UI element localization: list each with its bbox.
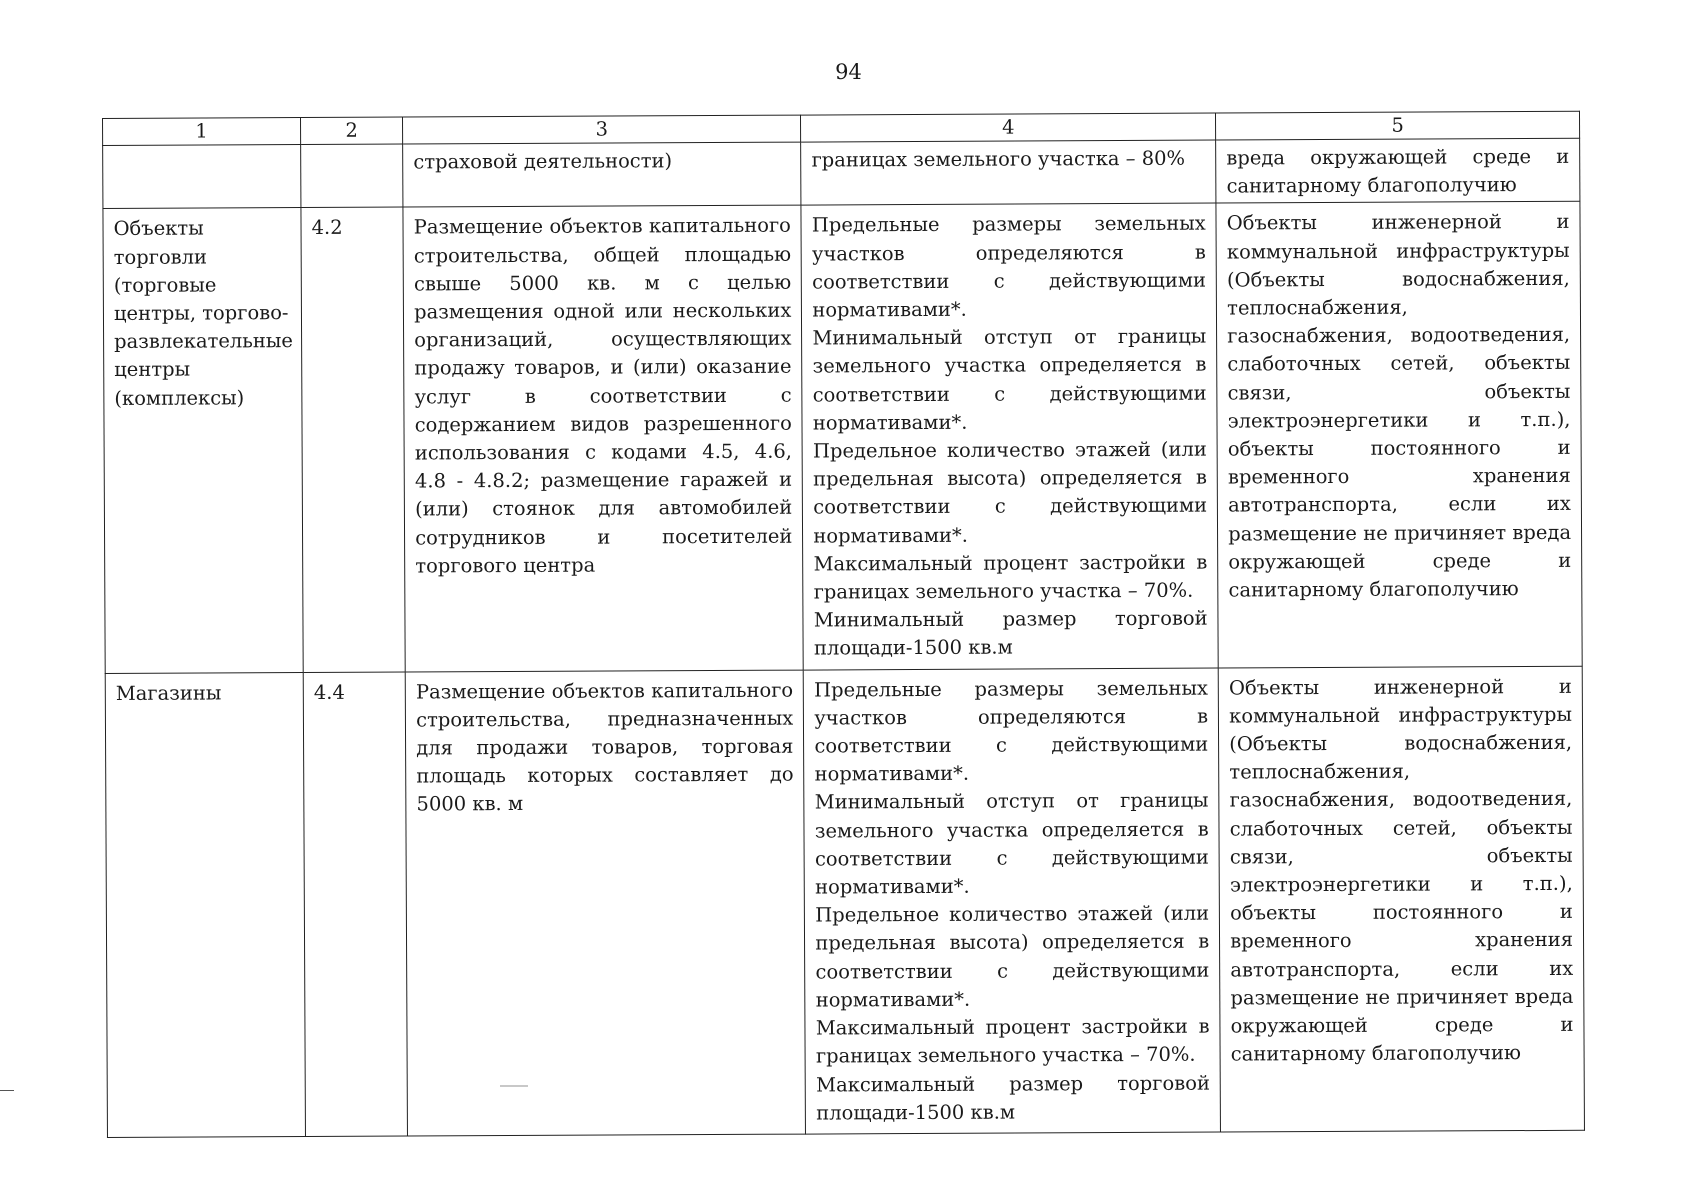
use-code-cell: 4.4	[303, 672, 407, 1137]
use-code-cell: 4.2	[301, 207, 405, 672]
parameter-trade-area: Минимальный размер торговой площади-1500 кв.м	[813, 606, 1208, 660]
auxiliary-uses-cell	[1216, 202, 1582, 668]
parameter-coverage: Максимальный процент застройки в границах земельного участка – 70%.	[813, 550, 1208, 604]
use-name-cell: Магазины	[105, 672, 305, 1137]
auxiliary-uses-text: Объекты инженерной и коммунальной инфраструктуры (Объекты водоснабжения, теплоснабжения, газоснабжения, водоотведения, слаботочных сетей, объекты связи, объекты электроэнергетики и т.п.), объекты постоянного и временного хранения автотранспорта, если их размещение не причиняет вреда окружающей среде и санитарному благополучию	[1226, 210, 1572, 602]
parameter-setback: Минимальный отступ от границы земельного участка определяется в соответствии с действующими нормативами*.	[812, 324, 1207, 435]
parameter-trade-area: Максимальный размер торговой площади-1500 кв.м	[816, 1071, 1210, 1125]
page-number: 94	[835, 60, 862, 84]
table-row-shops	[105, 666, 1584, 1137]
parameters-cell	[804, 668, 1221, 1134]
parameters-cell	[801, 203, 1218, 669]
parameters-cell	[801, 140, 1216, 205]
land-use-table	[102, 111, 1585, 1138]
table-row-continuation	[103, 138, 1580, 209]
parameter-coverage: Максимальный процент застройки в границах земельного участка – 70%.	[815, 1014, 1210, 1068]
parameter-setback: Минимальный отступ от границы земельного участка определяется в соответствии с действующими нормативами*.	[814, 789, 1209, 899]
use-code-cell	[301, 144, 403, 208]
use-name-cell: Объекты торговли (торговые центры, торгово-развлекательные центры (комплексы)	[103, 208, 303, 673]
table-row-trade-objects	[103, 202, 1582, 673]
header-col-5: 5	[1216, 111, 1580, 140]
auxiliary-uses-text: Объекты инженерной и коммунальной инфраструктуры (Объекты водоснабжения, теплоснабжения, газоснабжения, водоотведения, слаботочных сетей, объекты связи, объекты электроэнергетики и т.п.), объекты постоянного и временного хранения автотранспорта, если их размещение не причиняет вреда окружающей среде и санитарному благополучию	[1228, 674, 1574, 1066]
parameter-floors: Предельное количество этажей (или предельная высота) определяется в соответствии с действующими нормативами*.	[815, 901, 1210, 1012]
auxiliary-uses-text: вреда окружающей среде и санитарному благополучию	[1226, 144, 1570, 198]
use-description-cell	[403, 205, 803, 671]
parameter-floors: Предельное количество этажей (или предельная высота) определяется в соответствии с действующими нормативами*.	[812, 437, 1208, 548]
scan-artifact-mark	[500, 1085, 528, 1087]
parameter-plot-size: Предельные размеры земельных участков определяются в соответствии с действующими нормативами*.	[811, 212, 1207, 322]
header-col-2: 2	[301, 117, 403, 144]
use-description-text: Размещение объектов капитального строительства, предназначенных для продажи товаров, торговая площадь которых составляет до 5000 кв. м	[415, 678, 794, 816]
header-col-1: 1	[103, 118, 301, 146]
use-description-cell	[405, 670, 805, 1136]
header-col-4: 4	[801, 113, 1216, 142]
use-description-cell	[403, 142, 801, 207]
use-description-text: Размещение объектов капитального строительства, общей площадью свыше 5000 кв. м с целью размещения одной или нескольких организаций, осуществляющих продажу товаров, и (или) оказание услуг в соответствии с содержанием видов разрешенного использования с кодами 4.5, 4.6, 4.8 - 4.8.2; размещение гаражей и (или) стоянок для автомобилей сотрудников и посетителей торгового центра	[413, 214, 793, 578]
parameter-plot-size: Предельные размеры земельных участков определяются в соответствии с действующими нормативами*.	[814, 676, 1209, 786]
use-description-text: страховой деятельности)	[413, 149, 673, 174]
header-col-3: 3	[403, 115, 801, 144]
auxiliary-uses-cell	[1216, 138, 1580, 203]
parameter-text: границах земельного участка – 80%	[811, 146, 1186, 172]
scan-margin-mark	[0, 1090, 14, 1091]
use-name-cell	[103, 145, 301, 209]
auxiliary-uses-cell	[1218, 666, 1584, 1132]
